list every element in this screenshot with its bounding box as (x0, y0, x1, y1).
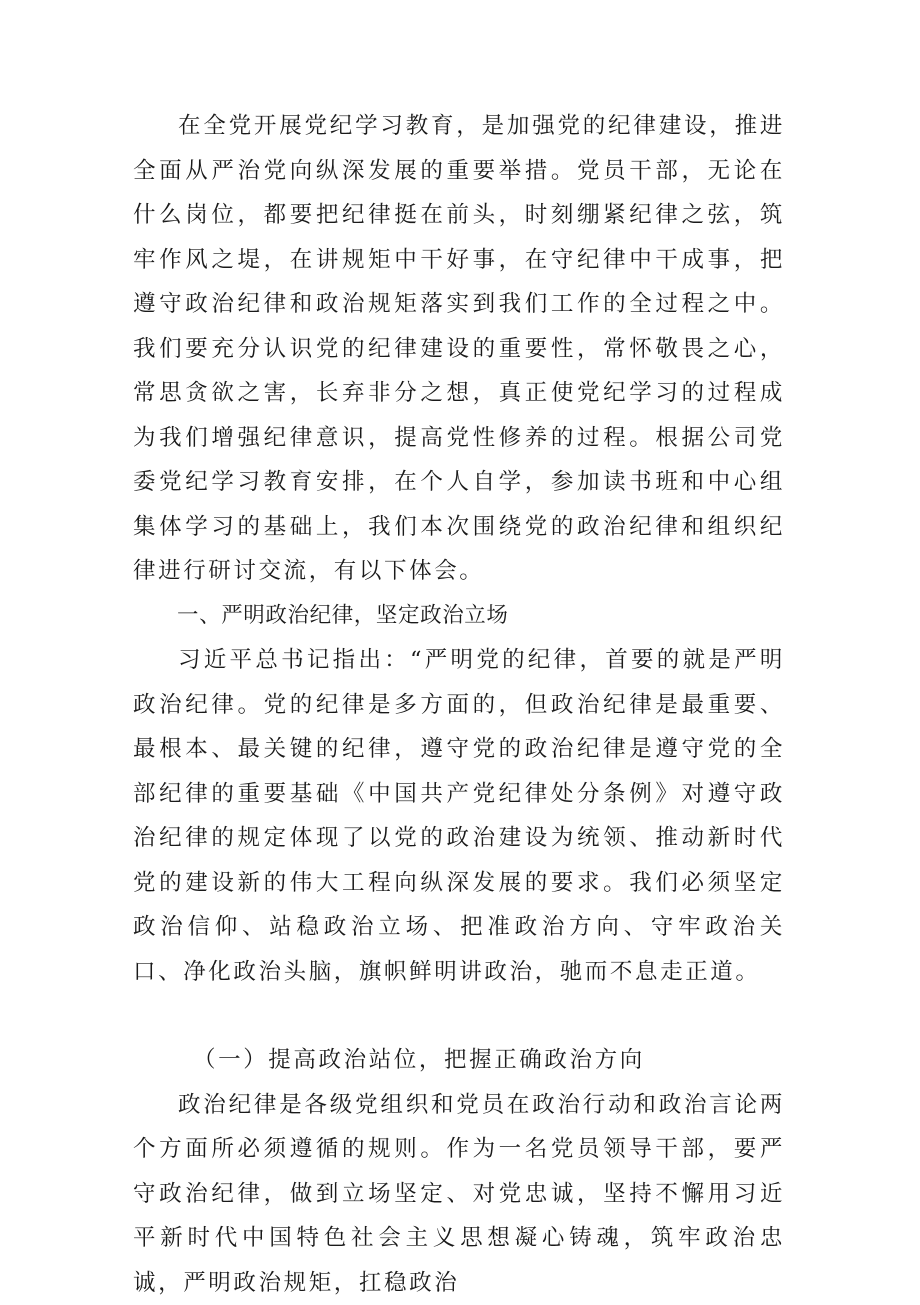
section-1-paragraph: 习近平总书记指出：“严明党的纪律，首要的就是严明政治纪律。党的纪律是多方面的，但政治纪律是最重要、最根本、最关键的纪律，遵守党的政治纪律是遵守党的全部纪律的重要基础《中国共产党纪律处分条例》对遵守政治纪律的规定体现了以党的政治建设为统领、推动新时代党的建设新的伟大工程向纵深发展的要求。我们必须坚定政治信仰、站稳政治立场、把准政治方向、守牢政治关口、净化政治头脑，旗帜鲜明讲政治，驰而不息走正道。 (133, 638, 785, 994)
section-heading-1: 一、严明政治纪律，坚定政治立场 (133, 594, 785, 639)
subsection-heading-1: （一）提高政治站位，把握正确政治方向 (133, 1038, 785, 1083)
intro-paragraph: 在全党开展党纪学习教育，是加强党的纪律建设，推进全面从严治党向纵深发展的重要举措。党员干部，无论在什么岗位，都要把纪律挺在前头，时刻绷紧纪律之弦，筑牢作风之堤，在讲规矩中干好事，在守纪律中干成事，把遵守政治纪律和政治规矩落实到我们工作的全过程之中。我们要充分认识党的纪律建设的重要性，常怀敬畏之心，常思贪欲之害，长弃非分之想，真正使党纪学习的过程成为我们增强纪律意识，提高党性修养的过程。根据公司党委党纪学习教育安排，在个人自学，参加读书班和中心组集体学习的基础上，我们本次围绕党的政治纪律和组织纪律进行研讨交流，有以下体会。 (133, 104, 785, 594)
subsection-1-paragraph: 政治纪律是各级党组织和党员在政治行动和政治言论两个方面所必须遵循的规则。作为一名党员领导干部，要严守政治纪律，做到立场坚定、对党忠诚，坚持不懈用习近平新时代中国特色社会主义思想凝心铸魂，筑牢政治忠诚，严明政治规矩，扛稳政治 (133, 1083, 785, 1305)
document-page (133, 104, 785, 1305)
blank-line (133, 994, 785, 1038)
